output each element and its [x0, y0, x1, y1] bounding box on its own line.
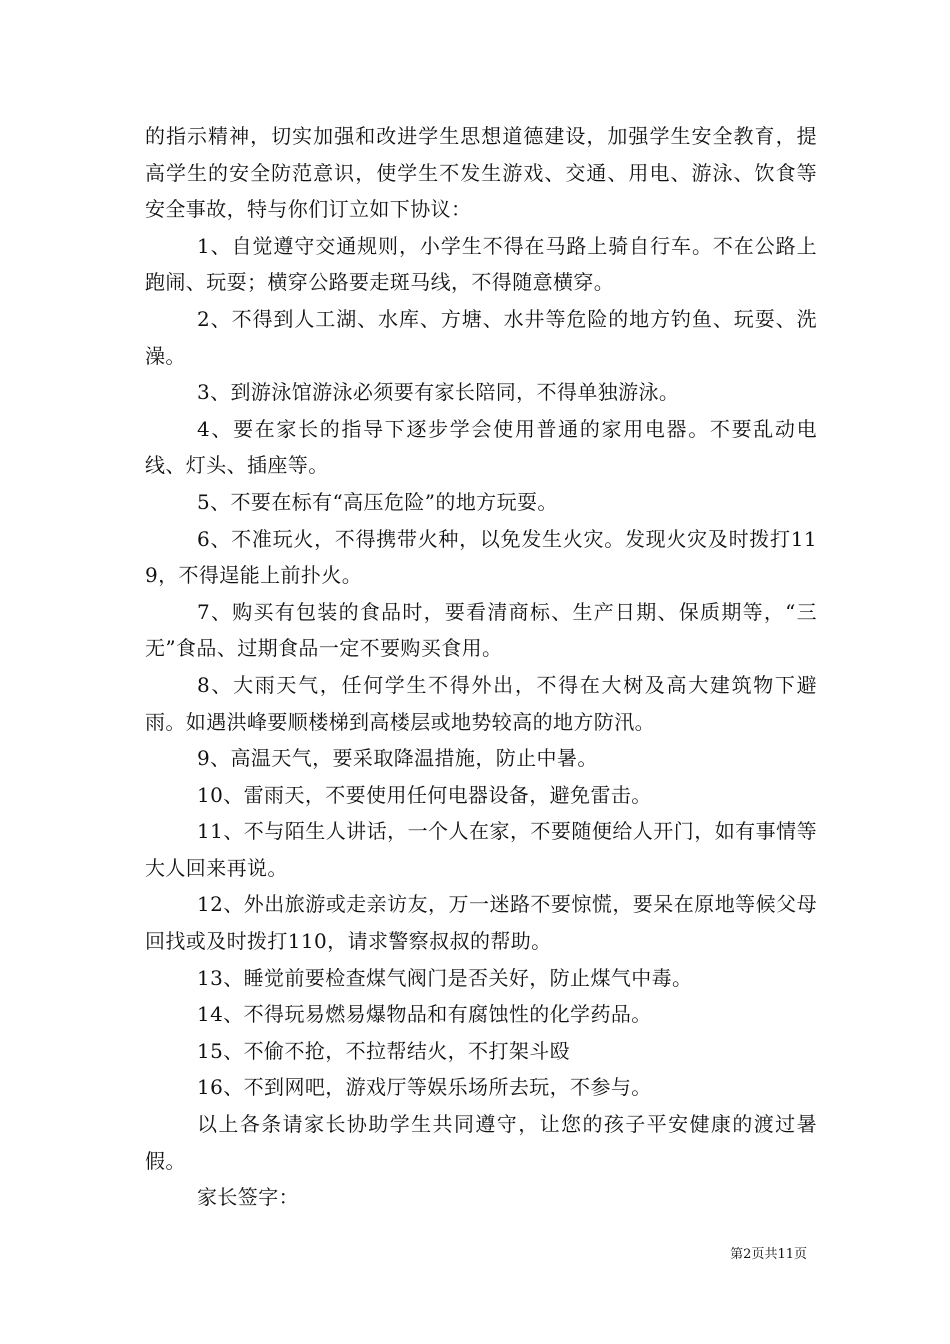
paragraph-rule-15: 15、不偷不抢，不拉帮结火，不打架斗殴: [197, 1038, 571, 1063]
paragraph-rule-6: 6、不准玩火，不得携带火种，以免发生火灾。发现火灾及时拨打119，不得逞能上前扑火。: [145, 526, 817, 588]
paragraph-rule-4: 4、要在家长的指导下逐步学会使用普通的家用电器。不要乱动电线、灯头、插座等。: [145, 416, 817, 478]
paragraph-rule-13: 13、睡觉前要检查煤气阀门是否关好，防止煤气中毒。: [197, 965, 693, 990]
paragraph-rule-12: 12、外出旅游或走亲访友，万一迷路不要惊慌，要呆在原地等候父母回找或及时拨打110，请求警察叔叔的帮助。: [145, 892, 817, 954]
paragraph-rule-5: 5、不要在标有“高压危险”的地方玩耍。: [197, 489, 558, 514]
paragraph-rule-8: 8、大雨天气，任何学生不得外出，不得在大树及高大建筑物下避雨。如遇洪峰要顺楼梯到高楼层或地势较高的地方防汛。: [145, 672, 817, 734]
paragraph-rule-9: 9、高温天气，要采取降温措施，防止中暑。: [197, 746, 598, 771]
page-number-footer: 第2页共11页: [730, 1247, 807, 1262]
paragraph-rule-11: 11、不与陌生人讲话，一个人在家，不要随便给人开门，如有事情等大人回来再说。: [145, 819, 817, 880]
paragraph-rule-10: 10、雷雨天，不要使用任何电器设备，避免雷击。: [197, 782, 652, 807]
paragraph-intro: 的指示精神，切实加强和改进学生思想道德建设，加强学生安全教育，提高学生的安全防范意识，使学生不发生游戏、交通、用电、游泳、饮食等安全事故，特与你们订立如下协议：: [145, 124, 817, 222]
document-body: [145, 118, 817, 1216]
paragraph-closing: 以上各条请家长协助学生共同遵守，让您的孩子平安健康的渡过暑假。: [145, 1112, 817, 1173]
paragraph-rule-16: 16、不到网吧，游戏厅等娱乐场所去玩，不参与。: [197, 1075, 652, 1100]
paragraph-rule-2: 2、不得到人工湖、水库、方塘、水井等危险的地方钓鱼、玩耍、洗澡。: [145, 306, 817, 368]
paragraph-rule-7: 7、购买有包装的食品时，要看清商标、生产日期、保质期等，“三无”食品、过期食品一定不要购买食用。: [145, 599, 817, 661]
paragraph-rule-1: 1、自觉遵守交通规则，小学生不得在马路上骑自行车。不在公路上跑闹、玩耍；横穿公路要走斑马线，不得随意横穿。: [145, 233, 817, 295]
paragraph-rule-14: 14、不得玩易燃易爆物品和有腐蚀性的化学药品。: [197, 1002, 652, 1027]
paragraph-rule-3: 3、到游泳馆游泳必须要有家长陪同，不得单独游泳。: [197, 380, 680, 405]
parent-signature-label: 家长签字：: [197, 1185, 299, 1210]
